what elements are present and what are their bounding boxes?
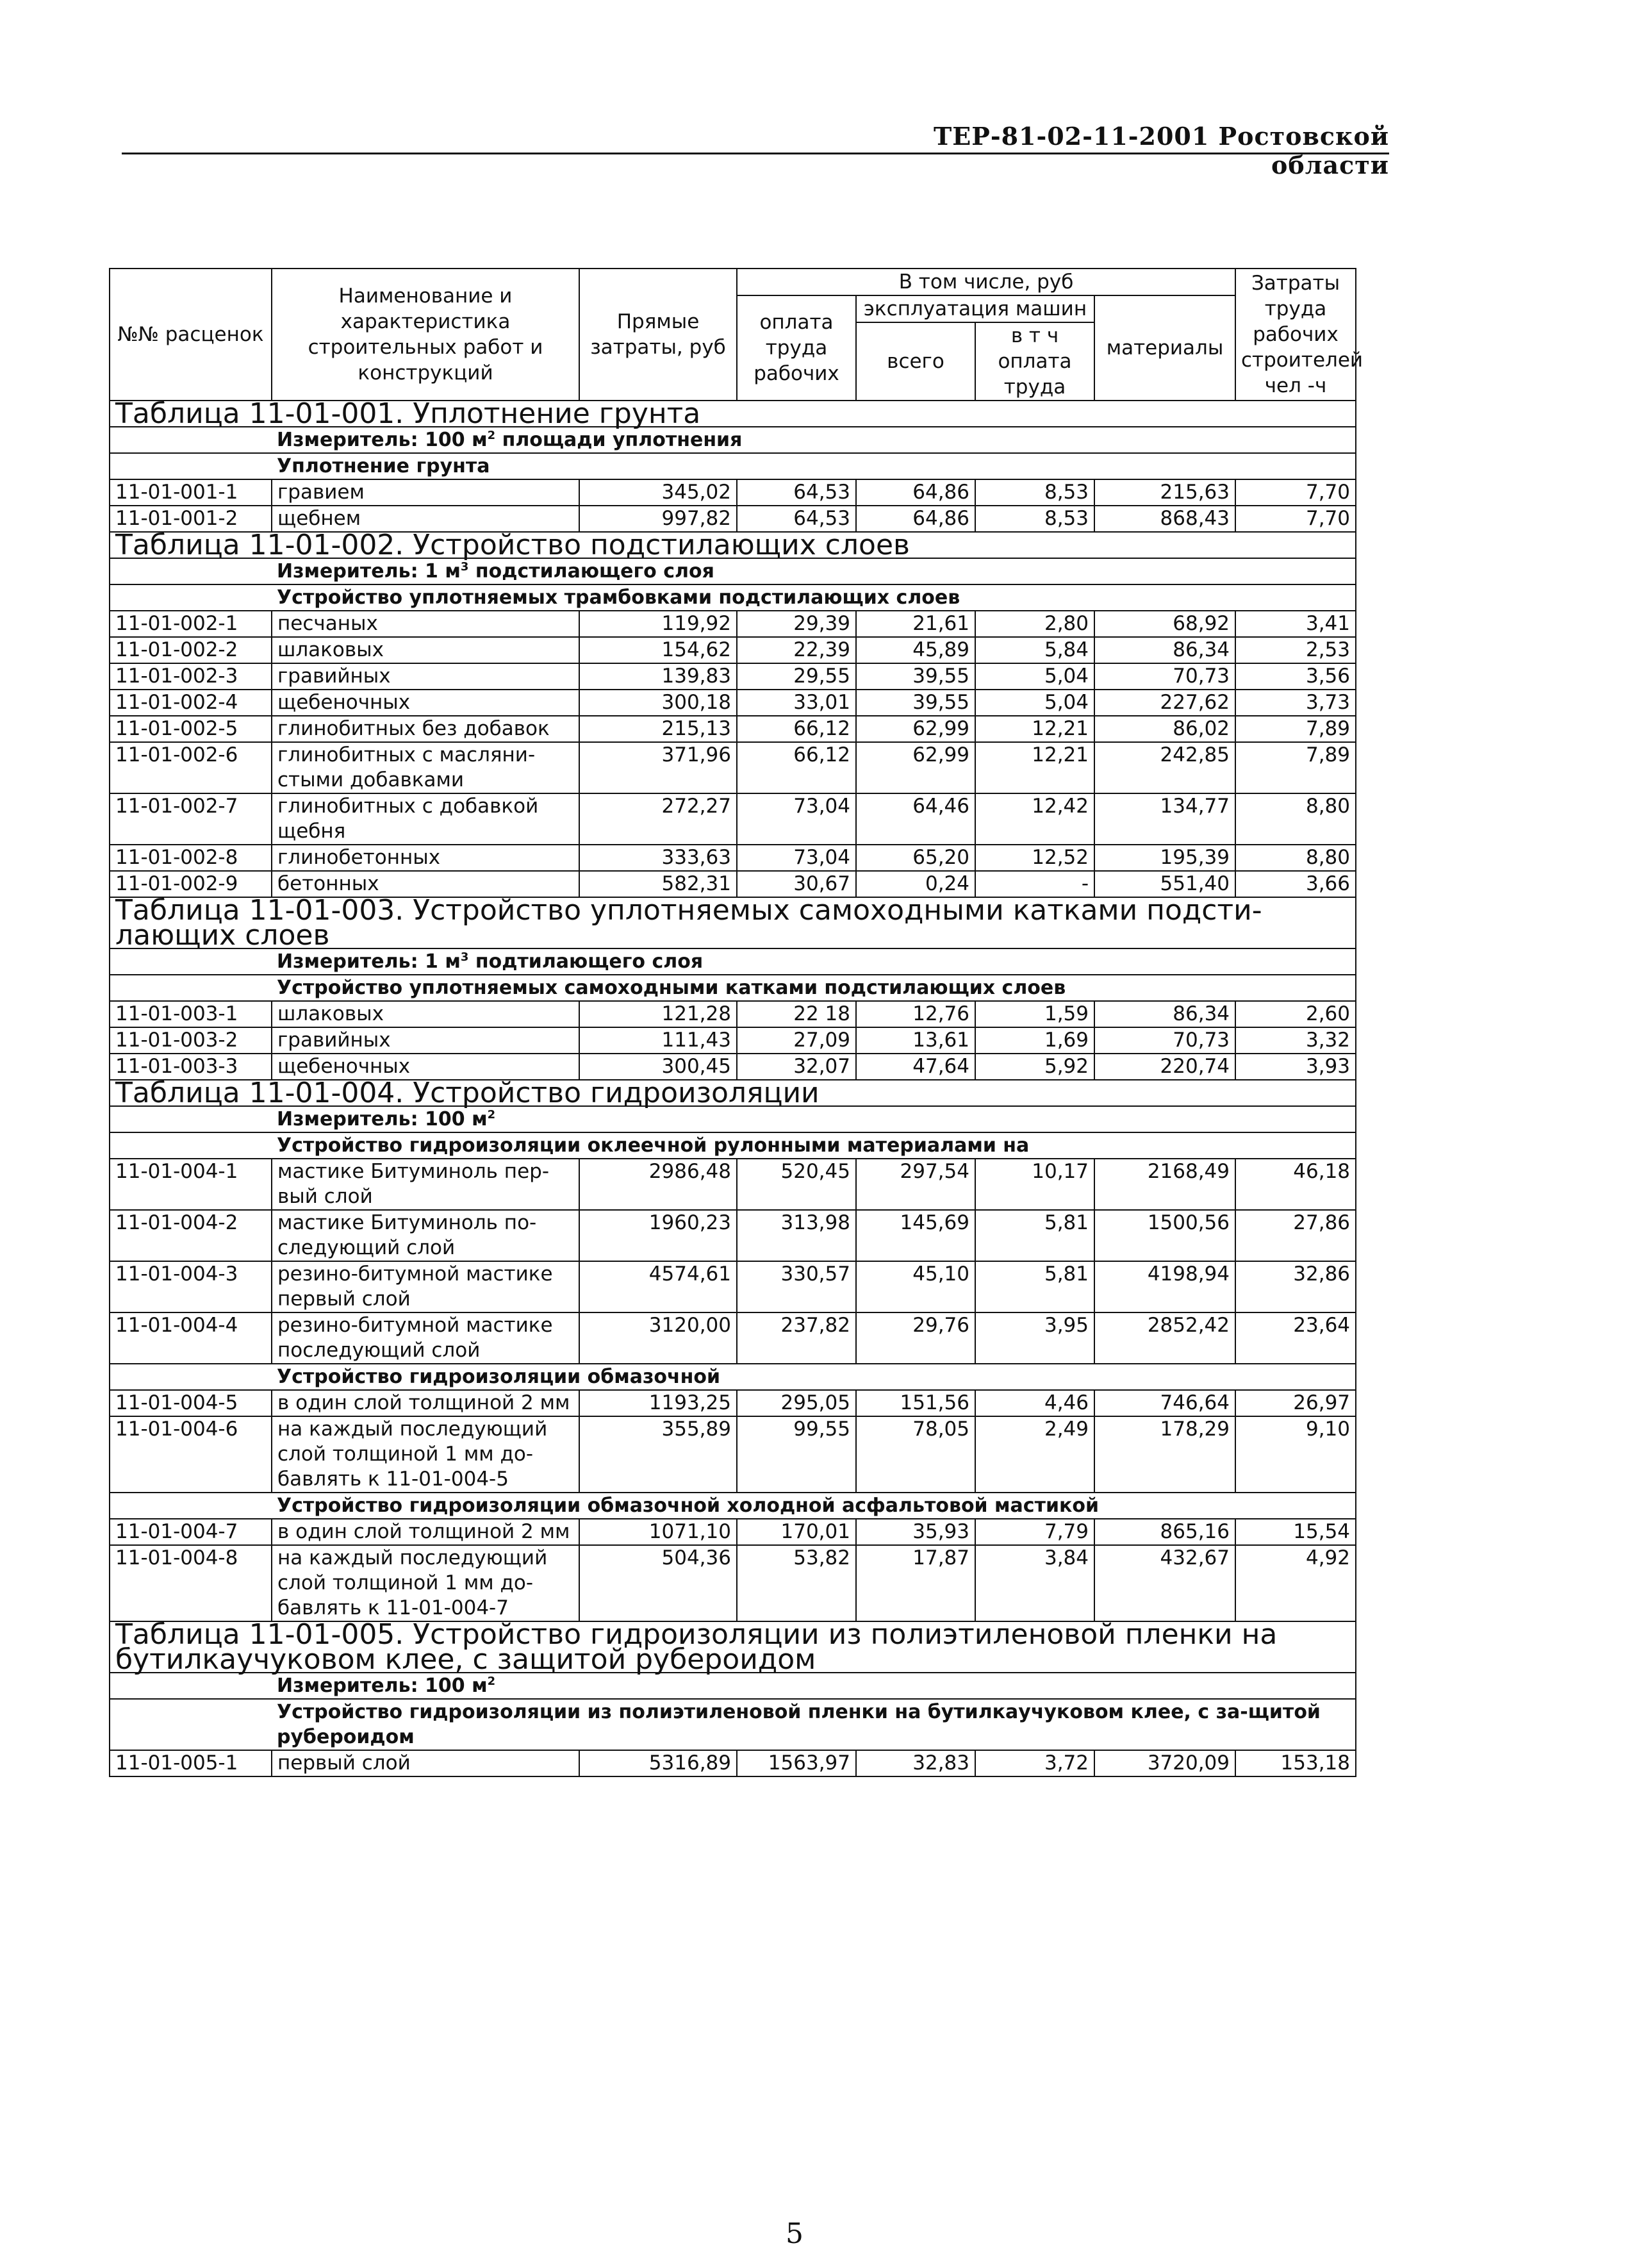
- rates-table: [109, 268, 1364, 1777]
- labor-hours: 7,70: [1235, 479, 1356, 506]
- measure-label: [272, 1106, 1356, 1132]
- machines-wages: 8,53: [975, 479, 1094, 506]
- labor-hours: 26,97: [1235, 1390, 1356, 1416]
- running-header: ТЕР-81-02-11-2001 Ростовской области: [934, 122, 1389, 179]
- machines-total: 13,61: [856, 1027, 975, 1054]
- work-name: глинобитных без добавок: [272, 716, 579, 742]
- labor-hours: 4,92: [1235, 1545, 1356, 1621]
- table-row: [110, 611, 1356, 637]
- materials: 86,02: [1094, 716, 1235, 742]
- wages: 520,45: [737, 1159, 856, 1210]
- materials: 227,62: [1094, 690, 1235, 716]
- rate-code: 11-01-002-2: [110, 637, 272, 663]
- rate-code: 11-01-002-1: [110, 611, 272, 637]
- labor-hours: 3,73: [1235, 690, 1356, 716]
- measure-tail: подстилающего слоя: [468, 560, 714, 583]
- labor-hours: 8,80: [1235, 793, 1356, 845]
- materials: 432,67: [1094, 1545, 1235, 1621]
- machines-wages: 12,42: [975, 793, 1094, 845]
- subgroup-spacer: [110, 1364, 272, 1390]
- machines-wages: 12,52: [975, 845, 1094, 871]
- header-code: №№ расценок: [110, 269, 272, 401]
- measure-spacer: [110, 427, 272, 453]
- labor-hours: 3,41: [1235, 611, 1356, 637]
- table-row: [110, 479, 1356, 506]
- wages: 99,55: [737, 1416, 856, 1493]
- measure-text: Измеритель: 1 м: [277, 950, 461, 973]
- materials: 178,29: [1094, 1416, 1235, 1493]
- header-rule: [122, 153, 1389, 154]
- direct-cost: 272,27: [579, 793, 737, 845]
- work-name: первый слой: [272, 1750, 579, 1776]
- measure-label: [272, 427, 1356, 453]
- machines-total: 12,76: [856, 1001, 975, 1027]
- machines-total: 297,54: [856, 1159, 975, 1210]
- materials: 86,34: [1094, 1001, 1235, 1027]
- measure-row: [110, 558, 1356, 584]
- direct-cost: 1193,25: [579, 1390, 737, 1416]
- table-row: [110, 1027, 1356, 1054]
- rate-code: 11-01-004-8: [110, 1545, 272, 1621]
- labor-hours: 46,18: [1235, 1159, 1356, 1210]
- direct-cost: 119,92: [579, 611, 737, 637]
- direct-cost: 111,43: [579, 1027, 737, 1054]
- header-wages: оплата труда рабочих: [737, 295, 856, 401]
- machines-wages: 10,17: [975, 1159, 1094, 1210]
- subgroup-spacer: [110, 1699, 272, 1750]
- work-name: глинобитных с масляни-стыми добавками: [272, 742, 579, 793]
- header-name: Наименование и характеристика строительных работ и конструкций: [272, 269, 579, 401]
- work-name: песчаных: [272, 611, 579, 637]
- header-labor: Затраты труда рабочих строителей чел -ч: [1235, 269, 1356, 401]
- measure-unit-exponent: 2: [487, 429, 496, 442]
- machines-total: 45,89: [856, 637, 975, 663]
- table-body: [110, 397, 1356, 1776]
- machines-total: 47,64: [856, 1054, 975, 1080]
- measure-spacer: [110, 558, 272, 584]
- materials: 3720,09: [1094, 1750, 1235, 1776]
- work-name: в один слой толщиной 2 мм: [272, 1390, 579, 1416]
- machines-wages: -: [975, 871, 1094, 897]
- direct-cost: 300,45: [579, 1054, 737, 1080]
- materials: 134,77: [1094, 793, 1235, 845]
- machines-wages: 7,79: [975, 1519, 1094, 1545]
- work-name: глинобетонных: [272, 845, 579, 871]
- labor-hours: 8,80: [1235, 845, 1356, 871]
- rate-code: 11-01-002-8: [110, 845, 272, 871]
- measure-unit-exponent: 2: [487, 1675, 496, 1688]
- materials: 242,85: [1094, 742, 1235, 793]
- wages: 1563,97: [737, 1750, 856, 1776]
- section-title-row: [110, 1621, 1356, 1673]
- header-materials: материалы: [1094, 295, 1235, 401]
- header-incl: В том числе, руб: [737, 269, 1235, 295]
- section-title-row: [110, 401, 1356, 427]
- direct-cost: 333,63: [579, 845, 737, 871]
- machines-total: 17,87: [856, 1545, 975, 1621]
- direct-cost: 2986,48: [579, 1159, 737, 1210]
- subgroup-row: [110, 1699, 1356, 1750]
- subgroup-row: [110, 584, 1356, 611]
- materials: 70,73: [1094, 1027, 1235, 1054]
- machines-total: 29,76: [856, 1312, 975, 1364]
- rate-code: 11-01-004-6: [110, 1416, 272, 1493]
- table-row: [110, 506, 1356, 532]
- direct-cost: 1960,23: [579, 1210, 737, 1261]
- materials: 746,64: [1094, 1390, 1235, 1416]
- measure-row: [110, 948, 1356, 975]
- rate-code: 11-01-004-1: [110, 1159, 272, 1210]
- materials: 220,74: [1094, 1054, 1235, 1080]
- rate-code: 11-01-004-7: [110, 1519, 272, 1545]
- work-name: щебеночных: [272, 690, 579, 716]
- measure-tail: подтилающего слоя: [468, 950, 704, 973]
- subgroup-row: [110, 453, 1356, 479]
- wages: 29,39: [737, 611, 856, 637]
- labor-hours: 3,93: [1235, 1054, 1356, 1080]
- work-name: гравием: [272, 479, 579, 506]
- direct-cost: 582,31: [579, 871, 737, 897]
- price-table: [109, 268, 1364, 1777]
- table-row: [110, 1159, 1356, 1210]
- machines-total: 62,99: [856, 742, 975, 793]
- measure-unit-exponent: 3: [460, 560, 469, 574]
- wages: 330,57: [737, 1261, 856, 1312]
- table-row: [110, 1312, 1356, 1364]
- subgroup-title: Устройство гидроизоляции обмазочной холодной асфальтовой мастикой: [272, 1493, 1356, 1519]
- labor-hours: 27,86: [1235, 1210, 1356, 1261]
- work-name: мастике Битуминоль по-следующий слой: [272, 1210, 579, 1261]
- work-name: в один слой толщиной 2 мм: [272, 1519, 579, 1545]
- rate-code: 11-01-002-6: [110, 742, 272, 793]
- header-machines-wages: в т ч оплата труда: [975, 322, 1094, 401]
- wages: 33,01: [737, 690, 856, 716]
- wages: 53,82: [737, 1545, 856, 1621]
- materials: 2852,42: [1094, 1312, 1235, 1364]
- measure-text: Измеритель: 1 м: [277, 560, 461, 583]
- measure-row: [110, 1673, 1356, 1699]
- materials: 70,73: [1094, 663, 1235, 690]
- rate-code: 11-01-005-1: [110, 1750, 272, 1776]
- machines-total: 39,55: [856, 690, 975, 716]
- direct-cost: 504,36: [579, 1545, 737, 1621]
- materials: 68,92: [1094, 611, 1235, 637]
- subgroup-title: Устройство гидроизоляции из полиэтиленовой пленки на бутилкаучуковом клее, с за-щитой рубероидом: [272, 1699, 1356, 1750]
- subgroup-row: [110, 1132, 1356, 1159]
- header-machines: эксплуатация машин: [856, 295, 1094, 322]
- section-title: Таблица 11-01-004. Устройство гидроизоляции: [110, 1080, 1356, 1106]
- machines-total: 21,61: [856, 611, 975, 637]
- direct-cost: 997,82: [579, 506, 737, 532]
- machines-wages: 1,69: [975, 1027, 1094, 1054]
- rate-code: 11-01-002-4: [110, 690, 272, 716]
- section-title: Таблица 11-01-003. Устройство уплотняемых самоходными катками подсти-лающих слоев: [110, 897, 1356, 948]
- measure-text: Измеритель: 100 м: [277, 429, 488, 451]
- subgroup-title: Устройство уплотняемых самоходными катками подстилающих слоев: [272, 975, 1356, 1001]
- materials: 195,39: [1094, 845, 1235, 871]
- machines-total: 151,56: [856, 1390, 975, 1416]
- machines-total: 145,69: [856, 1210, 975, 1261]
- rate-code: 11-01-002-7: [110, 793, 272, 845]
- subgroup-title: Устройство гидроизоляции обмазочной: [272, 1364, 1356, 1390]
- subgroup-spacer: [110, 453, 272, 479]
- rate-code: 11-01-004-2: [110, 1210, 272, 1261]
- labor-hours: 32,86: [1235, 1261, 1356, 1312]
- machines-total: 78,05: [856, 1416, 975, 1493]
- subgroup-title: Уплотнение грунта: [272, 453, 1356, 479]
- materials: 4198,94: [1094, 1261, 1235, 1312]
- table-row: [110, 871, 1356, 897]
- section-title-row: [110, 897, 1356, 948]
- machines-total: 39,55: [856, 663, 975, 690]
- subgroup-row: [110, 1364, 1356, 1390]
- machines-total: 45,10: [856, 1261, 975, 1312]
- subgroup-spacer: [110, 975, 272, 1001]
- table-row: [110, 845, 1356, 871]
- work-name: гравийных: [272, 663, 579, 690]
- measure-text: Измеритель: 100 м: [277, 1108, 488, 1130]
- table-row: [110, 1519, 1356, 1545]
- direct-cost: 154,62: [579, 637, 737, 663]
- labor-hours: 23,64: [1235, 1312, 1356, 1364]
- wages: 295,05: [737, 1390, 856, 1416]
- materials: 868,43: [1094, 506, 1235, 532]
- materials: 215,63: [1094, 479, 1235, 506]
- header-direct: Прямые затраты, руб: [579, 269, 737, 401]
- table-row: [110, 716, 1356, 742]
- labor-hours: 7,89: [1235, 742, 1356, 793]
- wages: 30,67: [737, 871, 856, 897]
- section-title-row: [110, 1080, 1356, 1106]
- labor-hours: 153,18: [1235, 1750, 1356, 1776]
- page-number: 5: [786, 2217, 803, 2250]
- machines-total: 32,83: [856, 1750, 975, 1776]
- wages: 237,82: [737, 1312, 856, 1364]
- section-title: Таблица 11-01-001. Уплотнение грунта: [110, 401, 1356, 427]
- machines-total: 62,99: [856, 716, 975, 742]
- direct-cost: 5316,89: [579, 1750, 737, 1776]
- wages: 66,12: [737, 716, 856, 742]
- work-name: щебеночных: [272, 1054, 579, 1080]
- measure-label: [272, 558, 1356, 584]
- machines-wages: 12,21: [975, 742, 1094, 793]
- labor-hours: 3,56: [1235, 663, 1356, 690]
- rate-code: 11-01-001-2: [110, 506, 272, 532]
- machines-wages: 5,04: [975, 663, 1094, 690]
- work-name: глинобитных с добавкой щебня: [272, 793, 579, 845]
- subgroup-title: Устройство гидроизоляции оклеечной рулонными материалами на: [272, 1132, 1356, 1159]
- subgroup-row: [110, 975, 1356, 1001]
- machines-wages: 2,80: [975, 611, 1094, 637]
- measure-text: Измеритель: 100 м: [277, 1675, 488, 1697]
- wages: 64,53: [737, 479, 856, 506]
- machines-wages: 12,21: [975, 716, 1094, 742]
- measure-unit-exponent: 2: [487, 1108, 496, 1122]
- work-name: резино-битумной мастике первый слой: [272, 1261, 579, 1312]
- direct-cost: 139,83: [579, 663, 737, 690]
- machines-wages: 5,04: [975, 690, 1094, 716]
- labor-hours: 7,89: [1235, 716, 1356, 742]
- measure-spacer: [110, 948, 272, 975]
- work-name: щебнем: [272, 506, 579, 532]
- materials: 2168,49: [1094, 1159, 1235, 1210]
- rate-code: 11-01-001-1: [110, 479, 272, 506]
- table-row: [110, 1054, 1356, 1080]
- machines-wages: 5,81: [975, 1210, 1094, 1261]
- wages: 313,98: [737, 1210, 856, 1261]
- rate-code: 11-01-004-5: [110, 1390, 272, 1416]
- table-row: [110, 1261, 1356, 1312]
- wages: 29,55: [737, 663, 856, 690]
- wages: 73,04: [737, 793, 856, 845]
- work-name: на каждый последующий слой толщиной 1 мм до-бавлять к 11-01-004-7: [272, 1545, 579, 1621]
- wages: 27,09: [737, 1027, 856, 1054]
- rate-code: 11-01-002-3: [110, 663, 272, 690]
- rate-code: 11-01-002-9: [110, 871, 272, 897]
- subgroup-spacer: [110, 1132, 272, 1159]
- measure-spacer: [110, 1106, 272, 1132]
- table-row: [110, 1416, 1356, 1493]
- labor-hours: 15,54: [1235, 1519, 1356, 1545]
- machines-wages: 5,92: [975, 1054, 1094, 1080]
- subgroup-title: Устройство уплотняемых трамбовками подстилающих слоев: [272, 584, 1356, 611]
- wages: 73,04: [737, 845, 856, 871]
- direct-cost: 215,13: [579, 716, 737, 742]
- header-row-1: [110, 269, 1356, 295]
- direct-cost: 300,18: [579, 690, 737, 716]
- machines-wages: 2,49: [975, 1416, 1094, 1493]
- section-title: Таблица 11-01-002. Устройство подстилающих слоев: [110, 532, 1356, 558]
- table-row: [110, 742, 1356, 793]
- measure-label: [272, 1673, 1356, 1699]
- machines-wages: 8,53: [975, 506, 1094, 532]
- table-row: [110, 1545, 1356, 1621]
- rate-code: 11-01-003-3: [110, 1054, 272, 1080]
- wages: 170,01: [737, 1519, 856, 1545]
- measure-row: [110, 427, 1356, 453]
- direct-cost: 345,02: [579, 479, 737, 506]
- measure-spacer: [110, 1673, 272, 1699]
- measure-unit-exponent: 3: [460, 950, 469, 964]
- work-name: мастике Битуминоль пер-вый слой: [272, 1159, 579, 1210]
- table-row: [110, 663, 1356, 690]
- table-row: [110, 1390, 1356, 1416]
- measure-tail: площади уплотнения: [495, 429, 743, 451]
- measure-label: [272, 948, 1356, 975]
- direct-cost: 371,96: [579, 742, 737, 793]
- work-name: резино-битумной мастике последующий слой: [272, 1312, 579, 1364]
- direct-cost: 355,89: [579, 1416, 737, 1493]
- machines-total: 35,93: [856, 1519, 975, 1545]
- machines-wages: 3,95: [975, 1312, 1094, 1364]
- materials: 865,16: [1094, 1519, 1235, 1545]
- wages: 64,53: [737, 506, 856, 532]
- table-row: [110, 1750, 1356, 1776]
- section-title: Таблица 11-01-005. Устройство гидроизоляции из полиэтиленовой пленки на бутилкаучуковом клее, с защитой рубероидом: [110, 1621, 1356, 1673]
- wages: 66,12: [737, 742, 856, 793]
- section-title-row: [110, 532, 1356, 558]
- work-name: на каждый последующий слой толщиной 1 мм до-бавлять к 11-01-004-5: [272, 1416, 579, 1493]
- machines-wages: 1,59: [975, 1001, 1094, 1027]
- machines-total: 64,86: [856, 479, 975, 506]
- table-row: [110, 637, 1356, 663]
- direct-cost: 121,28: [579, 1001, 737, 1027]
- labor-hours: 2,53: [1235, 637, 1356, 663]
- work-name: бетонных: [272, 871, 579, 897]
- machines-wages: 5,84: [975, 637, 1094, 663]
- machines-wages: 4,46: [975, 1390, 1094, 1416]
- table-row: [110, 793, 1356, 845]
- labor-hours: 7,70: [1235, 506, 1356, 532]
- work-name: шлаковых: [272, 637, 579, 663]
- materials: 551,40: [1094, 871, 1235, 897]
- direct-cost: 3120,00: [579, 1312, 737, 1364]
- table-row: [110, 1210, 1356, 1261]
- labor-hours: 3,66: [1235, 871, 1356, 897]
- direct-cost: 1071,10: [579, 1519, 737, 1545]
- rate-code: 11-01-003-1: [110, 1001, 272, 1027]
- machines-wages: 3,84: [975, 1545, 1094, 1621]
- wages: 22 18: [737, 1001, 856, 1027]
- table-row: [110, 1001, 1356, 1027]
- rate-code: 11-01-002-5: [110, 716, 272, 742]
- rate-code: 11-01-003-2: [110, 1027, 272, 1054]
- subgroup-spacer: [110, 584, 272, 611]
- direct-cost: 4574,61: [579, 1261, 737, 1312]
- work-name: шлаковых: [272, 1001, 579, 1027]
- wages: 22,39: [737, 637, 856, 663]
- subgroup-row: [110, 1493, 1356, 1519]
- machines-wages: 3,72: [975, 1750, 1094, 1776]
- machines-total: 65,20: [856, 845, 975, 871]
- rate-code: 11-01-004-4: [110, 1312, 272, 1364]
- materials: 1500,56: [1094, 1210, 1235, 1261]
- machines-wages: 5,81: [975, 1261, 1094, 1312]
- machines-total: 0,24: [856, 871, 975, 897]
- subgroup-spacer: [110, 1493, 272, 1519]
- materials: 86,34: [1094, 637, 1235, 663]
- wages: 32,07: [737, 1054, 856, 1080]
- machines-total: 64,86: [856, 506, 975, 532]
- rate-code: 11-01-004-3: [110, 1261, 272, 1312]
- machines-total: 64,46: [856, 793, 975, 845]
- labor-hours: 3,32: [1235, 1027, 1356, 1054]
- table-row: [110, 690, 1356, 716]
- labor-hours: 9,10: [1235, 1416, 1356, 1493]
- header-machines-total: всего: [856, 322, 975, 401]
- measure-row: [110, 1106, 1356, 1132]
- labor-hours: 2,60: [1235, 1001, 1356, 1027]
- work-name: гравийных: [272, 1027, 579, 1054]
